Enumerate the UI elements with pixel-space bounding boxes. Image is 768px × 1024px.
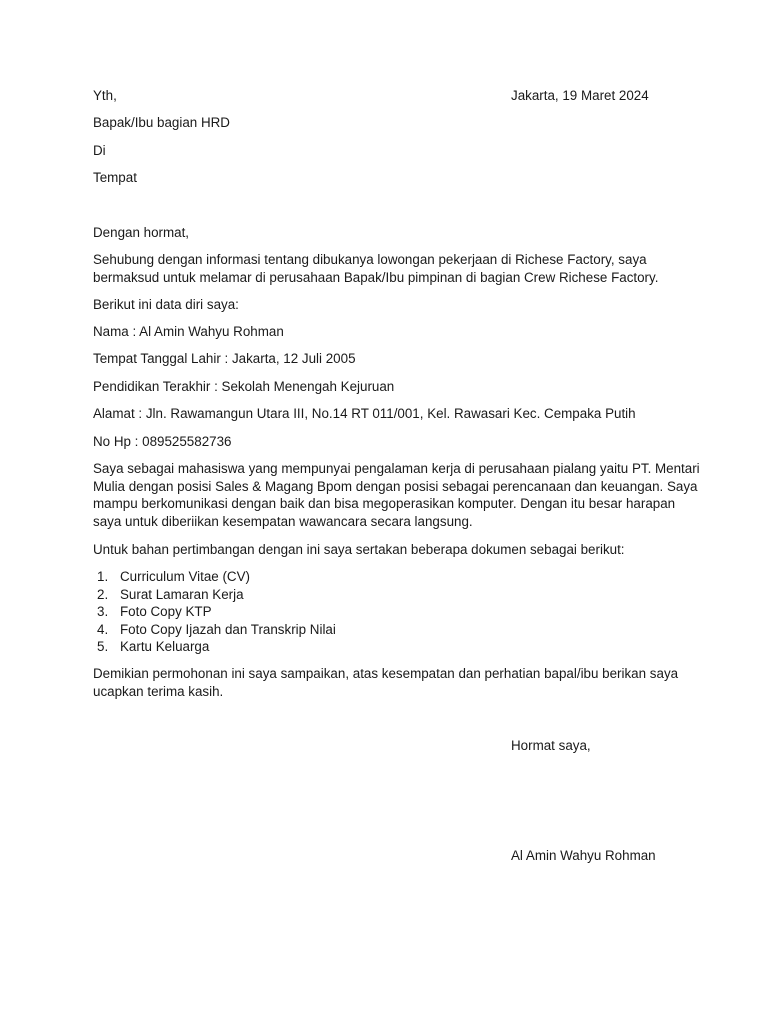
- experience-line: Saya sebagai mahasiswa yang mempunyai pengalaman kerja di perusahaan pialang yaitu PT. Mentari: [93, 461, 700, 476]
- list-item: [93, 568, 336, 586]
- closing-paragraph: [93, 665, 679, 700]
- list-item: [93, 638, 336, 656]
- list-number: 3.: [97, 604, 109, 620]
- intro-paragraph: [93, 251, 673, 286]
- data-intro: Berikut ini data diri saya:: [93, 297, 239, 312]
- list-text: Kartu Keluarga: [120, 639, 210, 655]
- documents-list: [93, 568, 336, 656]
- personal-phone: No Hp : 089525582736: [93, 434, 232, 449]
- opening-greeting: Dengan hormat,: [93, 225, 190, 240]
- experience-line: mampu berkomunikasi dengan baik dan bisa megoperasikan komputer. Dengan itu besar harapan: [93, 496, 676, 511]
- closing-line: Demikian permohonan ini saya sampaikan, atas kesempatan dan perhatian bapal/ibu berikan saya: [93, 666, 679, 681]
- experience-line: saya untuk diberiikan kesempatan wawancara secara langsung.: [93, 513, 473, 529]
- recipient: Bapak/Ibu bagian HRD: [93, 115, 230, 130]
- list-number: 4.: [97, 621, 109, 637]
- recipient-di: Di: [93, 143, 106, 158]
- personal-name: Nama : Al Amin Wahyu Rohman: [93, 324, 284, 339]
- list-number: 2.: [97, 586, 109, 602]
- list-text: Surat Lamaran Kerja: [120, 586, 244, 602]
- list-number: 1.: [97, 569, 109, 584]
- list-item: [93, 586, 336, 604]
- experience-line: Mulia dengan posisi Sales & Magang Bpom dengan posisi sebagai perencanaan dan keuangan. Saya: [93, 478, 698, 494]
- personal-address: Alamat : Jln. Rawamangun Utara III, No.14 RT 011/001, Kel. Rawasari Kec. Cempaka Putih: [93, 406, 636, 421]
- list-number: 5.: [97, 639, 109, 655]
- personal-education: Pendidikan Terakhir : Sekolah Menengah Kejuruan: [93, 379, 395, 394]
- list-item: [93, 621, 336, 639]
- closing-line: ucapkan terima kasih.: [93, 683, 224, 699]
- intro-line: bermaksud untuk melamar di perusahaan Bapak/Ibu pimpinan di bagian Crew Richese Factory.: [93, 269, 659, 285]
- documents-intro: Untuk bahan pertimbangan dengan ini saya sertakan beberapa dokumen sebagai berikut:: [93, 542, 625, 557]
- list-item: [93, 603, 336, 621]
- salutation-to: Yth,: [93, 88, 117, 103]
- experience-paragraph: [93, 460, 700, 530]
- list-text: Foto Copy Ijazah dan Transkrip Nilai: [120, 621, 336, 637]
- list-text: Foto Copy KTP: [120, 604, 212, 620]
- place-date: Jakarta, 19 Maret 2024: [511, 88, 649, 103]
- personal-birth: Tempat Tanggal Lahir : Jakarta, 12 Juli 2005: [93, 351, 356, 366]
- intro-line: Sehubung dengan informasi tentang dibukanya lowongan pekerjaan di Richese Factory, saya: [93, 252, 647, 267]
- recipient-place: Tempat: [93, 170, 137, 185]
- list-text: Curriculum Vitae (CV): [120, 569, 250, 584]
- signature-name: Al Amin Wahyu Rohman: [511, 848, 656, 863]
- signature-greeting: Hormat saya,: [511, 738, 591, 753]
